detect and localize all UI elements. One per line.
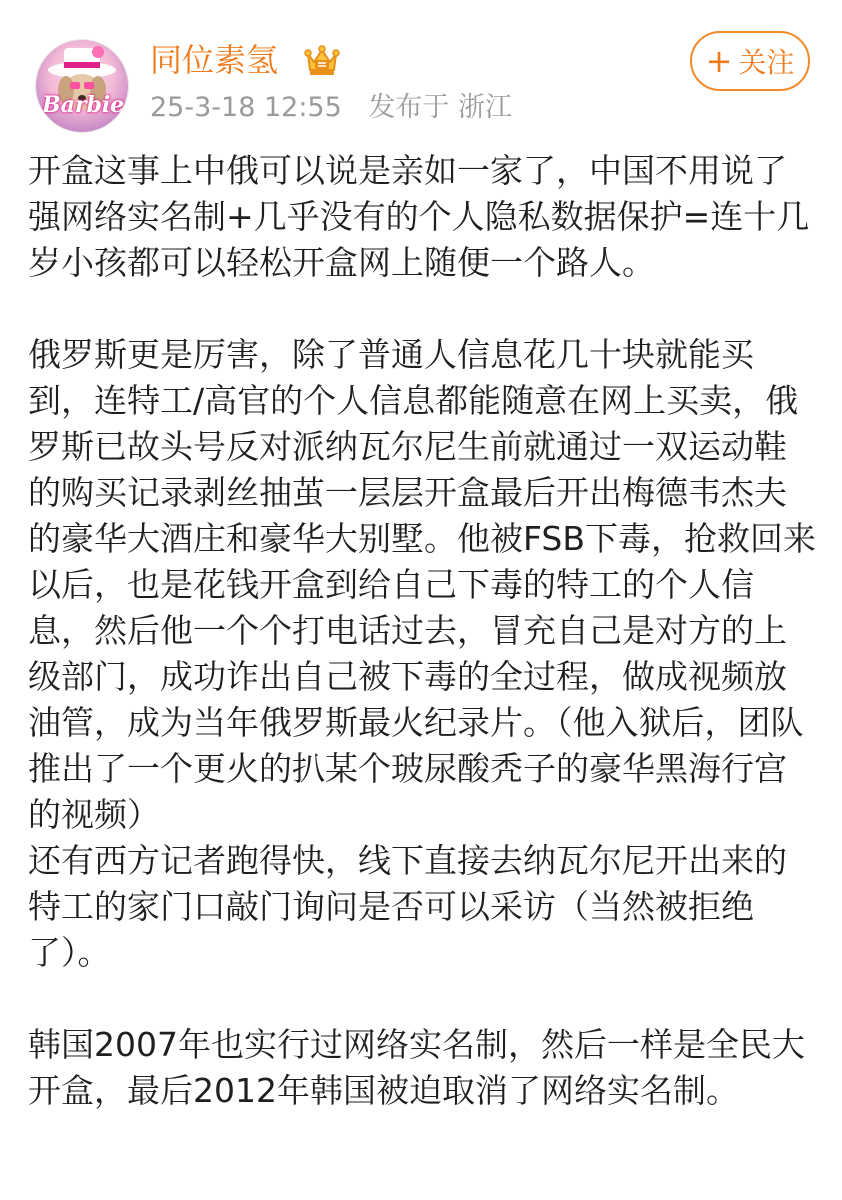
post-timestamp: 25-3-18 12:55	[150, 92, 342, 123]
author-name[interactable]: 同位素氢	[150, 41, 279, 79]
post-paragraph: 俄罗斯更是厉害，除了普通人信息花几十块就能买到，连特工/高官的个人信息都能随意在网上买卖，俄罗斯已故头号反对派纳瓦尔尼生前就通过一双运动鞋的购买记录剥丝抽茧一层层开盒最后开出梅德韦杰夫的豪华大酒庄和豪华大别墅。他被FSB下毒，抢救回来以后，也是花钱开盒到给自己下毒的特工的个人信息，然后他一个个打电话过去，冒充自己是对方的上级部门，成功诈出自己被下毒的全过程，做成视频放油管，成为当年俄罗斯最火纪录片。（他入狱后，团队推出了一个更火的扒某个玻尿酸秃子的豪华黑海行宫的视频）	[28, 335, 816, 834]
paragraph-spacer	[28, 286, 818, 332]
post-body	[28, 148, 818, 1114]
follow-button[interactable]	[690, 31, 810, 91]
avatar[interactable]	[36, 40, 128, 132]
post-meta	[150, 90, 530, 126]
plus-icon: +	[705, 42, 733, 80]
post-paragraph: 开盒这事上中俄可以说是亲如一家了，中国不用说了强网络实名制+几乎没有的个人隐私数据保护=连十几岁小孩都可以轻松开盒网上随便一个路人。	[28, 151, 810, 282]
vip-crown-icon	[302, 42, 342, 78]
follow-button-label: 关注	[738, 46, 795, 79]
avatar-image	[36, 40, 128, 132]
post-paragraph: 还有西方记者跑得快，线下直接去纳瓦尔尼开出来的特工的家门口敲门询问是否可以采访（当然被拒绝了）。	[28, 841, 787, 972]
paragraph-spacer	[28, 976, 818, 1022]
post-location: 发布于 浙江	[368, 92, 512, 123]
avatar-logo-text: Barbie	[42, 92, 125, 118]
post-paragraph: 韩国2007年也实行过网络实名制，然后一样是全民大开盒，最后2012年韩国被迫取消了网络实名制。	[28, 1025, 805, 1110]
post-header	[0, 0, 842, 140]
